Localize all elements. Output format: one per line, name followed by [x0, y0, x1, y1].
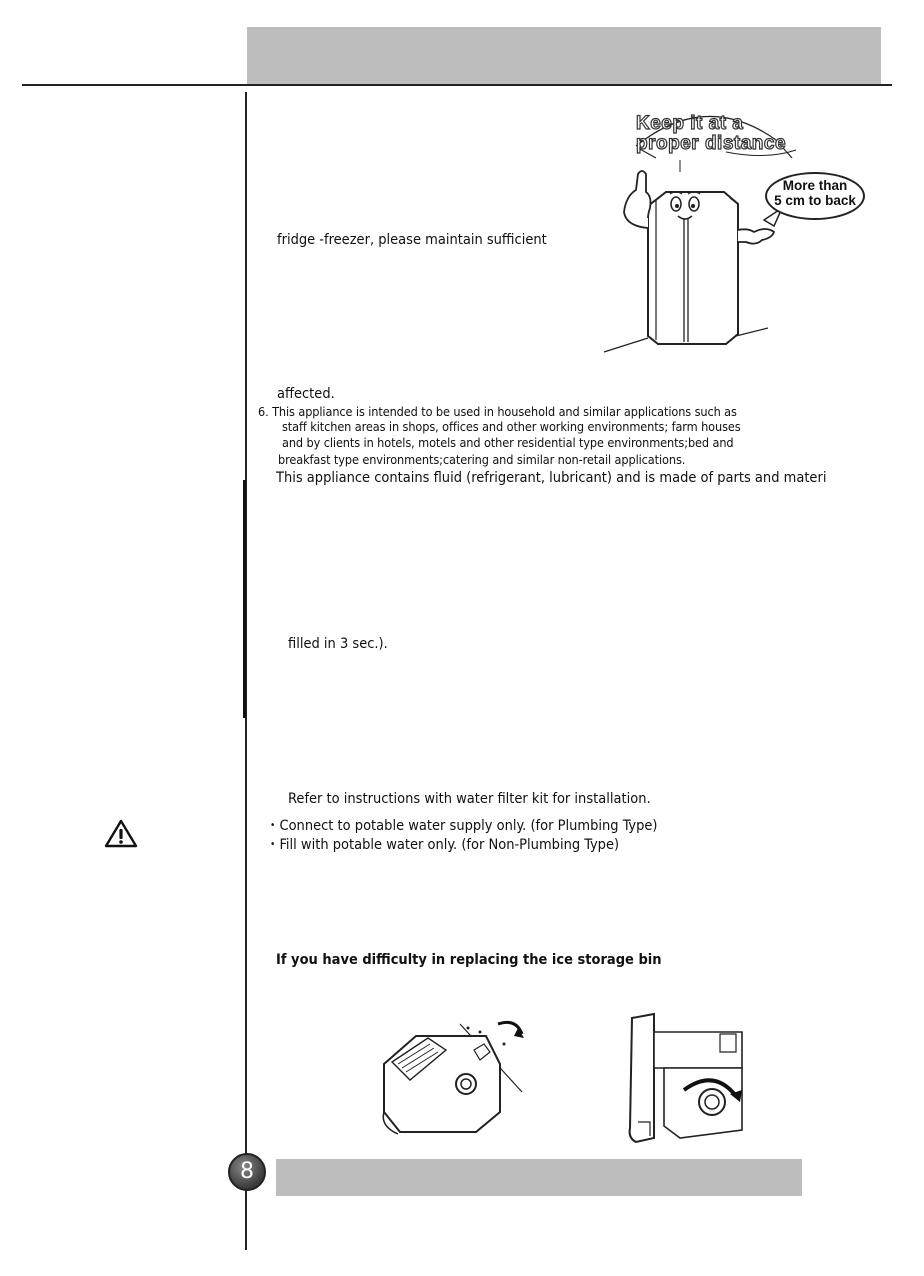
- illustration-title-line2: proper distance: [636, 133, 787, 154]
- header-bar: [247, 27, 881, 84]
- speech-bubble-text: [765, 178, 865, 208]
- ice-bin-illustration-right: [624, 1010, 754, 1146]
- text-fridge-line: fridge -freezer, please maintain sufficient: [277, 232, 547, 248]
- margin-rule-accent: [243, 480, 246, 718]
- bullet-item-plumbing: [270, 818, 658, 834]
- bullet-symbol: •: [270, 839, 276, 850]
- item6-line2: staff kitchen areas in shops, offices and other working environments; farm houses: [282, 419, 741, 434]
- ice-bin-heading: If you have difficulty in replacing the ice storage bin: [276, 952, 662, 968]
- bullet-text: Fill with potable water only. (for Non-Plumbing Type): [279, 837, 620, 853]
- text-filled: filled in 3 sec.).: [288, 636, 388, 652]
- text-refer-filter: Refer to instructions with water filter kit for installation.: [288, 791, 651, 807]
- bubble-line2: 5 cm to back: [774, 193, 856, 208]
- text-affected: affected.: [277, 386, 335, 402]
- header-rule: [22, 84, 892, 86]
- bubble-line1: More than: [782, 178, 848, 193]
- item6-line1: 6. This appliance is intended to be used in household and similar applications such as: [258, 404, 737, 419]
- page-number-badge: 8: [228, 1153, 266, 1191]
- item6-line4: breakfast type environments;catering and similar non-retail applications.: [278, 452, 686, 467]
- footer-bar: [276, 1159, 802, 1196]
- bullet-item-non-plumbing: [270, 837, 619, 853]
- bullet-symbol: •: [270, 820, 276, 831]
- text-fluid: This appliance contains fluid (refrigerant, lubricant) and is made of parts and materi: [276, 470, 826, 486]
- bullet-text: Connect to potable water supply only. (for Plumbing Type): [279, 818, 658, 834]
- illustration-title-line1: Keep it at a: [636, 113, 744, 134]
- warning-icon: [104, 819, 138, 849]
- item6-line3: and by clients in hotels, motels and other residential type environments;bed and: [282, 435, 734, 450]
- ice-bin-illustration-left: [376, 1014, 536, 1140]
- illustration-title: [636, 114, 786, 154]
